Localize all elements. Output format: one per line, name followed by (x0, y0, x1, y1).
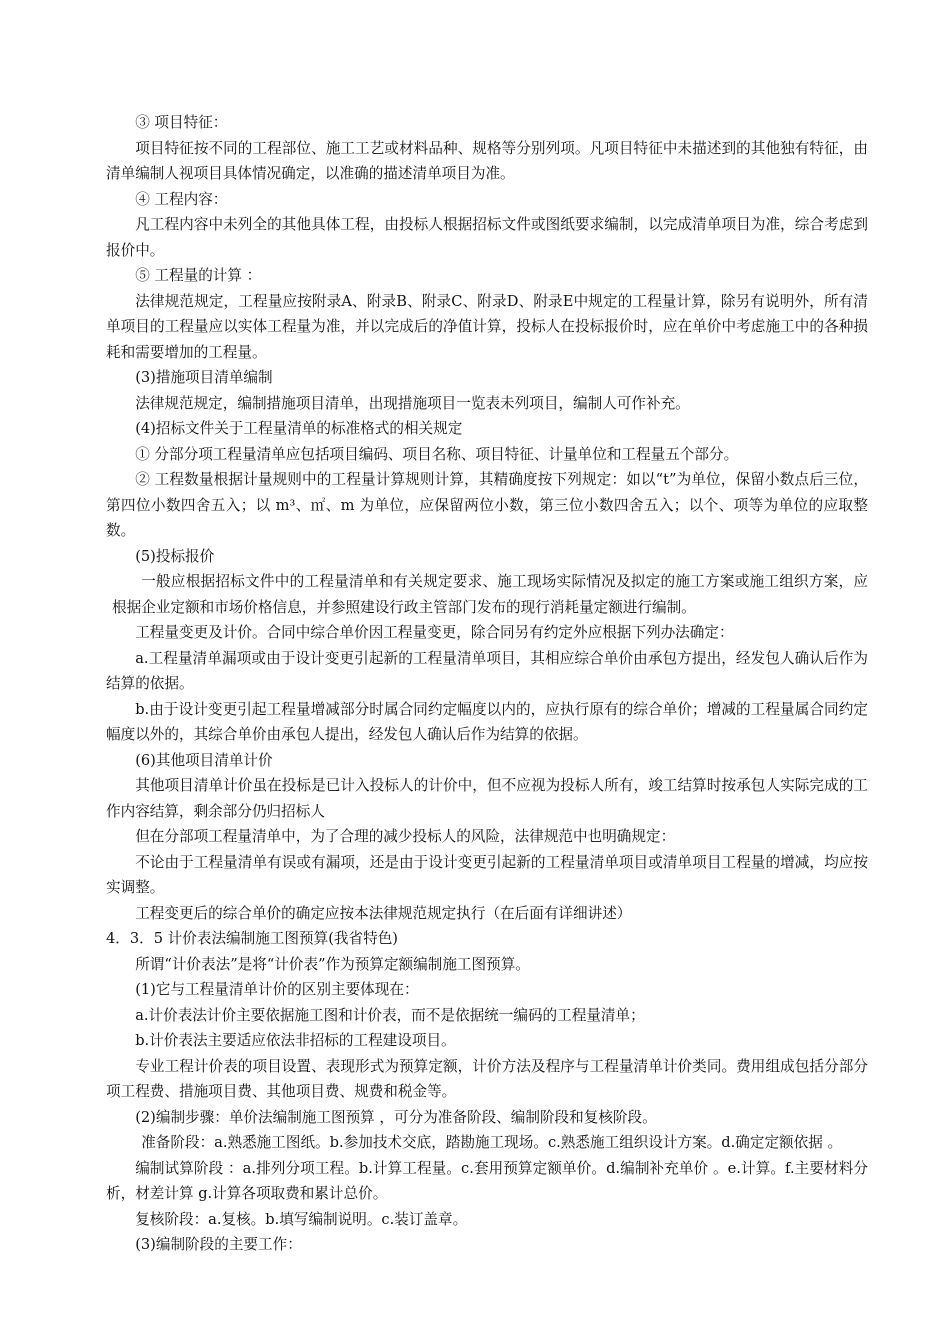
paragraph: 凡工程内容中未列全的其他具体工程，由投标人根据招标文件或图纸要求编制，以完成清单项目为准，综合考虑到报价中。 (106, 216, 868, 259)
paragraph: 不论由于工程量清单有误或有漏项，还是由于设计变更引起新的工程量清单项目或清单项目工程量的增减，均应按实调整。 (106, 853, 868, 896)
paragraph: 准备阶段：a.熟悉施工图纸。b.参加技术交底，踏勘施工现场。c.熟悉施工组织设计方案。d.确定定额依据 。 (141, 1134, 843, 1151)
paragraph: a.工程量清单漏项或由于设计变更引起新的工程量清单项目，其相应综合单价由承包方提出，经发包人确认后作为结算的依据。 (106, 649, 868, 692)
paragraph: b.由于设计变更引起工程量增减部分时属合同约定幅度以内的，应执行原有的综合单价；增减的工程量属合同约定幅度以外的，其综合单价由承包人提出，经发包人确认后作为结算的依据。 (106, 700, 868, 743)
paragraph: ④ 工程内容： (135, 190, 228, 208)
section-heading: (5)投标报价 (135, 547, 215, 565)
section-heading: (4)招标文件关于工程量清单的标准格式的相关规定 (135, 420, 463, 437)
paragraph: (2)编制步骤：单价法编制施工图预算 ，可分为准备阶段、编制阶段和复核阶段。 (135, 1108, 657, 1126)
paragraph: 工程量变更及计价。合同中综合单价因工程量变更，除合同另有约定外应根据下列办法确定： (135, 624, 734, 641)
paragraph: 专业工程计价表的项目设置、表现形式为预算定额，计价方法及程序与工程量清单计价类同。费用组成包括分部分项工程费、措施项目费、其他项目费、规费和税金等。 (106, 1057, 868, 1100)
paragraph: a.计价表法计价主要依据施工图和计价表，而不是依据统一编码的工程量清单； (135, 1006, 645, 1024)
paragraph: 法律规范规定，编制措施项目清单，出现措施项目一览表未列项目，编制人可作补充。 (135, 394, 690, 412)
paragraph: 所谓“计价表法”是将“计价表”作为预算定额编制施工图预算。 (135, 955, 530, 973)
section-heading: (3)措施项目清单编制 (135, 369, 273, 386)
paragraph: 一般应根据招标文件中的工程量清单和有关规定要求、施工现场实际情况及拟定的施工方案或施工组织方案，应根据企业定额和市场价格信息，并参照建设行政主管部门发布的现行消耗量定额进行编制。 (112, 573, 868, 616)
paragraph: 但在分部项工程量清单中，为了合理的减少投标人的风险，法律规范中也明确规定： (135, 828, 676, 845)
paragraph: 法律规范规定，工程量应按附录A、附录B、附录C、附录D、附录E中规定的工程量计算，除另有说明外，所有清单项目的工程量应以实体工程量为准，并以完成后的净值计算，投标人在投标报价时，应在单价中考虑施工中的各种损耗和需要增加的工程量。 (106, 292, 868, 361)
paragraph: (1)它与工程量清单计价的区别主要体现在： (135, 981, 419, 998)
paragraph: ① 分部分项工程量清单应包括项目编码、项目名称、项目特征、计量单位和工程量五个部分。 (135, 445, 739, 463)
paragraph: 工程变更后的综合单价的确定应按本法律规范规定执行（在后面有详细讲述） (135, 904, 632, 922)
paragraph: ③ 项目特征： (135, 114, 228, 131)
paragraph: b.计价表法主要适应依法非招标的工程建设项目。 (135, 1032, 456, 1049)
paragraph: 复核阶段：a.复核。b.填写编制说明。c.装订盖章。 (135, 1210, 468, 1228)
paragraph: ⑤ 工程量的计算 ： (135, 267, 262, 284)
paragraph: ② 工程数量根据计量规则中的工程量计算规则计算，其精确度按下列规定：如以“t”为单位，保留小数点后三位，第四位小数四舍五入；以 m³、㎡、m 为单位，应保留两位小数，第三位小数四舍五入；以个、项等为单位的应取整数。 (106, 471, 868, 539)
section-heading: (6)其他项目清单计价 (135, 751, 273, 769)
paragraph: 项目特征按不同的工程部位、施工工艺或材料品种、规格等分别列项。凡项目特征中未描述到的其他独有特征，由清单编制人视项目具体情况确定，以准确的描述清单项目为准。 (106, 139, 868, 182)
paragraph: 其他项目清单计价虽在投标是已计入投标人的计价中，但不应视为投标人所有，竣工结算时按承包人实际完成的工作内容结算，剩余部分仍归招标人 (106, 777, 868, 820)
document-page (106, 110, 868, 1258)
paragraph: (3)编制阶段的主要工作： (135, 1236, 302, 1253)
paragraph: 编制试算阶段 ：a.排列分项工程。b.计算工程量。c.套用预算定额单价。d.编制补充单价 。e.计算。f.主要材料分析，材差计算 g.计算各项取费和累计总价。 (106, 1159, 868, 1202)
section-heading: 4．3．5 计价表法编制施工图预算(我省特色) (106, 930, 398, 947)
